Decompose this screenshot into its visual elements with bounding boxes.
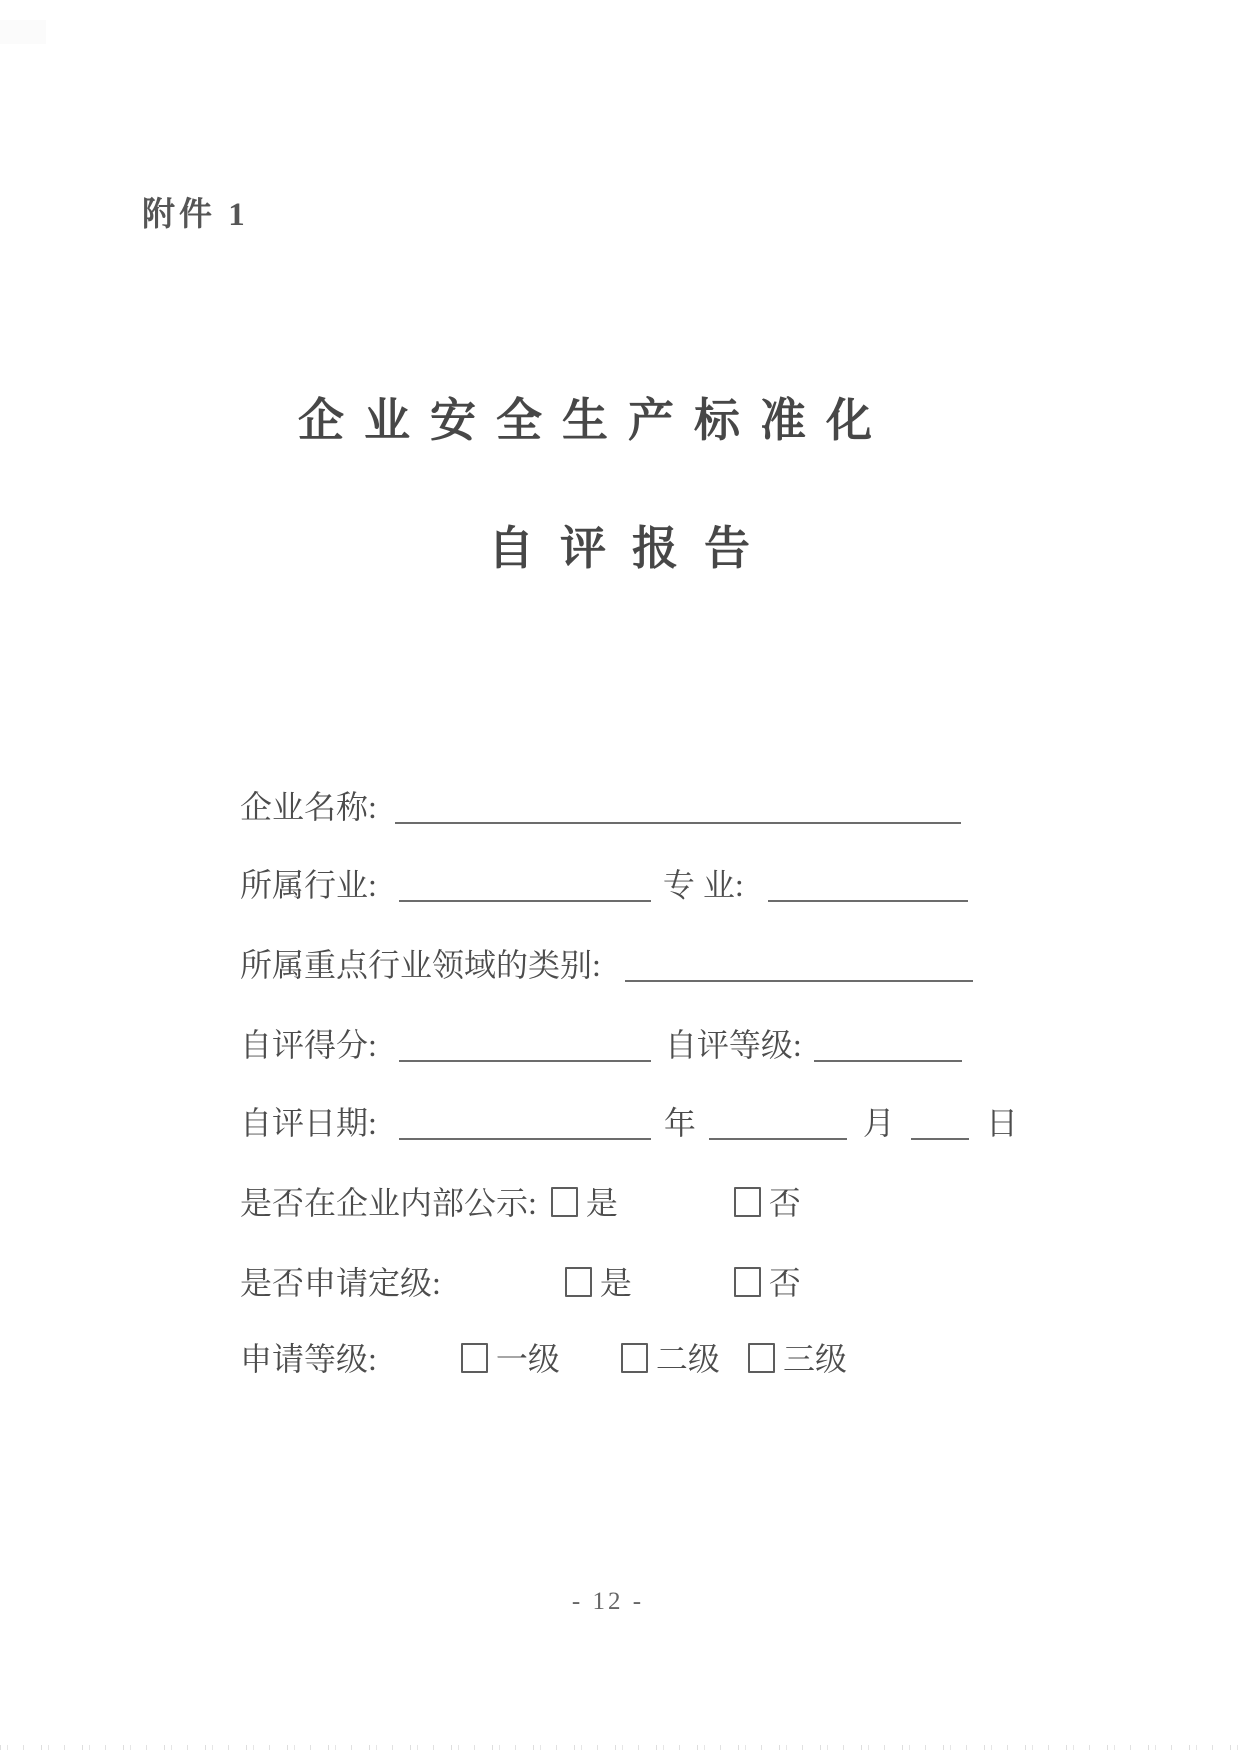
- scan-noise-edge: [0, 1745, 1240, 1750]
- apply-grading-label: 是否申请定级:: [240, 1265, 441, 1301]
- field-industry: [240, 864, 968, 906]
- company-name-blank: [395, 822, 961, 824]
- field-date: [240, 1102, 1018, 1144]
- industry-blank: [399, 900, 651, 902]
- score-blank: [399, 1060, 651, 1062]
- field-key-industry: [240, 944, 973, 986]
- checkbox-level-one: [461, 1343, 488, 1373]
- page-number: - 12 -: [571, 1588, 645, 1615]
- specialty-label: 专 业:: [662, 867, 744, 903]
- apply-level-label: 申请等级:: [240, 1341, 377, 1377]
- level-one-label: 一级: [495, 1341, 560, 1377]
- field-publicity: [240, 1182, 801, 1224]
- key-industry-blank: [625, 980, 973, 982]
- level-three-label: 三级: [782, 1341, 847, 1377]
- publicity-label: 是否在企业内部公示:: [240, 1185, 537, 1221]
- checkbox-level-three: [748, 1343, 775, 1373]
- specialty-blank: [768, 900, 968, 902]
- checkbox-publicity-yes: [551, 1187, 578, 1217]
- company-name-label: 企业名称:: [240, 789, 377, 825]
- checkbox-apply-no: [734, 1267, 761, 1297]
- field-apply-grading: [240, 1262, 801, 1304]
- checkbox-publicity-no: [734, 1187, 761, 1217]
- level-two-label: 二级: [655, 1341, 720, 1377]
- score-label: 自评得分:: [240, 1027, 377, 1063]
- checkbox-apply-yes: [565, 1267, 592, 1297]
- grade-blank: [814, 1060, 962, 1062]
- scan-artifact: [0, 20, 46, 44]
- grade-label: 自评等级:: [664, 1027, 802, 1063]
- publicity-yes-label: 是: [585, 1185, 618, 1221]
- date-year-blank: [399, 1138, 651, 1140]
- month-label: 月: [862, 1105, 895, 1141]
- key-industry-label: 所属重点行业领域的类别:: [240, 947, 601, 983]
- document-title-line1: 企业安全生产标准化: [298, 395, 892, 446]
- field-score-grade: [240, 1024, 962, 1066]
- industry-label: 所属行业:: [240, 867, 377, 903]
- date-month-blank: [709, 1138, 847, 1140]
- year-label: 年: [663, 1105, 696, 1141]
- day-label: 日: [985, 1105, 1018, 1141]
- date-day-blank: [911, 1138, 969, 1140]
- field-company-name: [240, 786, 961, 828]
- date-label: 自评日期:: [240, 1105, 377, 1141]
- publicity-no-label: 否: [768, 1185, 801, 1221]
- apply-no-label: 否: [768, 1265, 801, 1301]
- attachment-label: 附件 1: [142, 197, 249, 233]
- field-apply-level: [240, 1338, 847, 1380]
- checkbox-level-two: [621, 1343, 648, 1373]
- apply-yes-label: 是: [599, 1265, 632, 1301]
- document-title-line2: 自评报告: [488, 523, 776, 574]
